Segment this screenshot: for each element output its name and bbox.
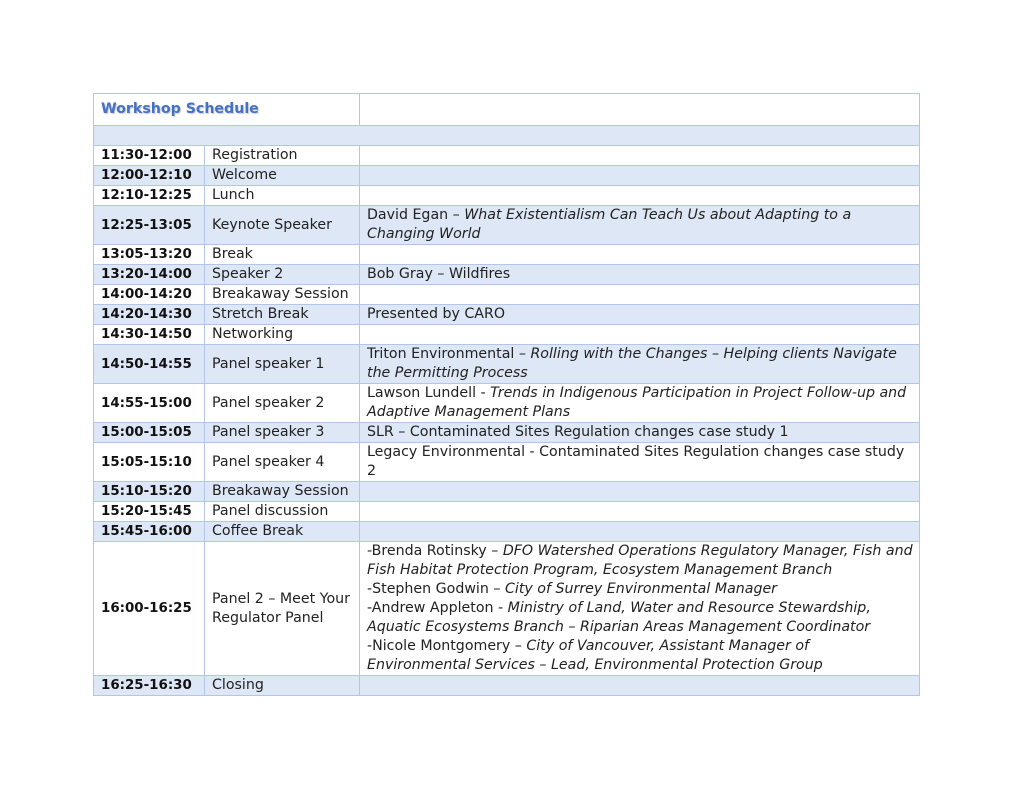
detail-presenter-text: David Egan – [367,207,465,223]
detail-title-text: Trends in Indigenous Participation in Project Follow-up and Adaptive Management Plans [367,385,907,420]
time-cell: 14:00-14:20 [94,285,205,305]
detail-presenter-text: Presented by CARO [367,306,506,322]
detail-title-text: Rolling with the Changes – Helping clients Navigate the Permitting Process [367,346,897,381]
detail-title-text: What Existentialism Can Teach Us about Adapting to a Changing World [367,207,852,242]
schedule-title: Workshop Schedule [94,94,360,126]
detail-cell [360,166,920,186]
detail-presenter-text: Triton Environmental – [367,346,531,362]
detail-title-text: City of Vancouver, Assistant Manager of Environmental Services – Lead, Environmental Protection Group [367,638,823,673]
schedule-row [94,305,920,325]
detail-cell [360,265,920,285]
detail-line [367,542,914,580]
schedule-row [94,502,920,522]
detail-line [367,345,914,383]
time-cell: 11:30-12:00 [94,146,205,166]
time-cell: 15:45-16:00 [94,522,205,542]
session-cell: Stretch Break [205,305,360,325]
session-cell: Welcome [205,166,360,186]
schedule-row [94,146,920,166]
header-band [94,126,920,146]
session-cell: Breakaway Session [205,285,360,305]
session-cell: Panel discussion [205,502,360,522]
detail-line [367,305,914,324]
schedule-row [94,443,920,482]
detail-title-text: City of Surrey Environmental Manager [504,581,778,597]
detail-cell [360,345,920,384]
schedule-row [94,542,920,676]
time-cell: 14:20-14:30 [94,305,205,325]
time-cell: 16:00-16:25 [94,542,205,676]
session-cell: Panel speaker 2 [205,384,360,423]
detail-title-text: DFO Watershed Operations Regulatory Manager, Fish and Fish Habitat Protection Program, Ecosystem Management Branch [367,543,913,578]
detail-line [367,423,914,442]
session-cell: Registration [205,146,360,166]
detail-cell [360,245,920,265]
schedule-row [94,245,920,265]
detail-presenter-text: Bob Gray – Wildfires [367,266,511,282]
detail-presenter-text: SLR – Contaminated Sites Regulation changes case study 1 [367,424,789,440]
schedule-row [94,384,920,423]
session-cell: Break [205,245,360,265]
detail-title-text: Ministry of Land, Water and Resource Stewardship, Aquatic Ecosystems Branch – Riparian Areas Management Coordinator [367,600,871,635]
session-cell: Keynote Speaker [205,206,360,245]
detail-cell [360,384,920,423]
detail-line [367,265,914,284]
time-cell: 14:55-15:00 [94,384,205,423]
session-cell: Coffee Break [205,522,360,542]
time-cell: 15:10-15:20 [94,482,205,502]
schedule-row [94,522,920,542]
schedule-row [94,206,920,245]
detail-cell [360,146,920,166]
title-row [94,94,920,126]
session-cell: Closing [205,676,360,696]
session-cell: Networking [205,325,360,345]
session-cell: Breakaway Session [205,482,360,502]
time-cell: 15:05-15:10 [94,443,205,482]
detail-line [367,384,914,422]
detail-cell [360,482,920,502]
time-cell: 13:20-14:00 [94,265,205,285]
time-cell: 14:50-14:55 [94,345,205,384]
detail-line [367,637,914,675]
detail-presenter-text: -Nicole Montgomery – [367,638,527,654]
detail-cell [360,522,920,542]
schedule-row [94,423,920,443]
detail-presenter-text: -Stephen Godwin – [367,581,505,597]
session-cell: Speaker 2 [205,265,360,285]
workshop-schedule-table [93,93,920,696]
session-cell: Panel speaker 4 [205,443,360,482]
time-cell: 12:10-12:25 [94,186,205,206]
detail-presenter-text: -Andrew Appleton - [367,600,508,616]
detail-cell [360,186,920,206]
time-cell: 15:20-15:45 [94,502,205,522]
detail-cell [360,285,920,305]
detail-presenter-text: Legacy Environmental - Contaminated Sites Regulation changes case study 2 [367,444,905,479]
detail-cell [360,305,920,325]
detail-cell [360,325,920,345]
schedule-row [94,676,920,696]
time-cell: 14:30-14:50 [94,325,205,345]
detail-cell [360,542,920,676]
detail-presenter-text: -Brenda Rotinsky – [367,543,503,559]
time-cell: 12:00-12:10 [94,166,205,186]
time-cell: 13:05-13:20 [94,245,205,265]
schedule-row [94,325,920,345]
session-cell: Lunch [205,186,360,206]
detail-cell [360,676,920,696]
detail-cell [360,206,920,245]
detail-line [367,206,914,244]
detail-presenter-text: Lawson Lundell - [367,385,491,401]
detail-line [367,443,914,481]
detail-cell [360,443,920,482]
schedule-row [94,265,920,285]
detail-cell [360,423,920,443]
schedule-row [94,186,920,206]
time-cell: 15:00-15:05 [94,423,205,443]
detail-cell [360,502,920,522]
time-cell: 12:25-13:05 [94,206,205,245]
time-cell: 16:25-16:30 [94,676,205,696]
title-row-blank [360,94,920,126]
session-cell: Panel 2 – Meet Your Regulator Panel [205,542,360,676]
schedule-row [94,482,920,502]
schedule-row [94,345,920,384]
session-cell: Panel speaker 1 [205,345,360,384]
detail-line [367,599,914,637]
schedule-row [94,285,920,305]
detail-line [367,580,914,599]
session-cell: Panel speaker 3 [205,423,360,443]
header-band-cell [94,126,920,146]
schedule-row [94,166,920,186]
